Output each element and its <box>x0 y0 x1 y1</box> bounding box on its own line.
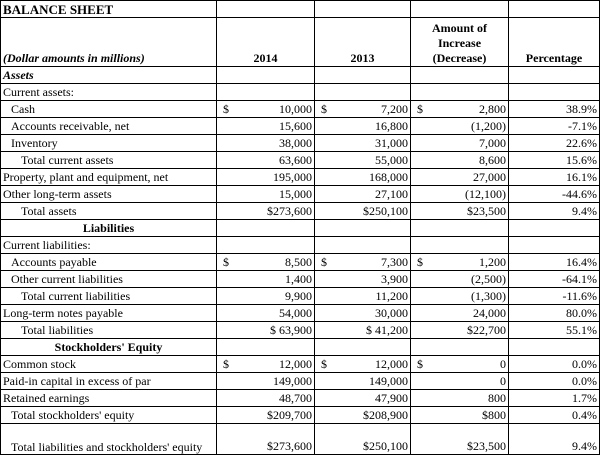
amounts-note: (Dollar amounts in millions) <box>1 18 217 67</box>
liabilities-heading <box>1 220 600 237</box>
value-change-value: 0 <box>500 356 506 371</box>
table-row <box>1 407 600 424</box>
assets-heading-label: Assets <box>1 67 217 84</box>
value-2013 <box>315 356 411 373</box>
value-percentage: 9.4% <box>509 203 600 220</box>
value-2014-wrap <box>219 102 312 117</box>
value-2014-value: 10,000 <box>279 101 312 116</box>
column-header-change <box>411 18 509 67</box>
value-2013-value: 7,300 <box>381 254 408 269</box>
grand-total-pct: 9.4% <box>509 424 600 455</box>
table-row <box>1 186 600 203</box>
value-2013: 16,800 <box>315 118 411 135</box>
row-label: Total assets <box>1 203 217 220</box>
value-2013: 47,900 <box>315 390 411 407</box>
value-2014-value: 8,500 <box>285 254 312 269</box>
value-2013: 30,000 <box>315 305 411 322</box>
value-2014: 15,600 <box>217 118 315 135</box>
value-change: $22,700 <box>411 322 509 339</box>
value-percentage: 1.7% <box>509 390 600 407</box>
row-label: Total stockholders' equity <box>1 407 217 424</box>
value-change-currency: $ <box>417 101 423 116</box>
value-2014: 9,900 <box>217 288 315 305</box>
table-row <box>1 373 600 390</box>
table-row <box>1 169 600 186</box>
table-row <box>1 390 600 407</box>
value-2014: 195,000 <box>217 169 315 186</box>
value-percentage: 0.0% <box>509 373 600 390</box>
column-header-2013: 2013 <box>315 18 411 67</box>
change-header-line3: (Decrease) <box>432 51 487 65</box>
value-percentage: 16.1% <box>509 169 600 186</box>
assets-heading <box>1 67 600 84</box>
value-2014: 48,700 <box>217 390 315 407</box>
table-row <box>1 288 600 305</box>
column-header-2014: 2014 <box>217 18 315 67</box>
value-2013-currency: $ <box>321 356 327 371</box>
value-change-currency: $ <box>417 356 423 371</box>
value-change: $800 <box>411 407 509 424</box>
value-2013-currency: $ <box>321 254 327 269</box>
value-2013: $250,100 <box>315 203 411 220</box>
value-percentage: -11.6% <box>509 288 600 305</box>
equity-heading-label: Stockholders' Equity <box>1 339 217 356</box>
sheet-title: BALANCE SHEET <box>1 1 217 18</box>
value-2013: 31,000 <box>315 135 411 152</box>
value-change: 24,000 <box>411 305 509 322</box>
table-row <box>1 254 600 271</box>
value-2014 <box>217 254 315 271</box>
table-row <box>1 356 600 373</box>
row-label: Cash <box>1 101 217 118</box>
row-label: Accounts receivable, net <box>1 118 217 135</box>
value-2013: 55,000 <box>315 152 411 169</box>
table-row <box>1 152 600 169</box>
value-change: (12,100) <box>411 186 509 203</box>
value-percentage: -7.1% <box>509 118 600 135</box>
value-2013: 11,200 <box>315 288 411 305</box>
value-change-wrap <box>413 255 506 270</box>
value-percentage: 80.0% <box>509 305 600 322</box>
value-percentage: -64.1% <box>509 271 600 288</box>
value-2013-wrap <box>317 102 408 117</box>
value-2014-wrap <box>219 357 312 372</box>
table-row <box>1 322 600 339</box>
value-percentage: -44.6% <box>509 186 600 203</box>
value-change <box>411 254 509 271</box>
value-2014: 38,000 <box>217 135 315 152</box>
value-change-wrap <box>413 102 506 117</box>
current-assets-heading-label: Current assets: <box>1 84 217 101</box>
value-2013-wrap <box>317 255 408 270</box>
value-2014-value: 12,000 <box>279 356 312 371</box>
value-2013-value: 12,000 <box>375 356 408 371</box>
grand-total-row <box>1 424 600 455</box>
value-change: 27,000 <box>411 169 509 186</box>
value-change: 8,600 <box>411 152 509 169</box>
liabilities-heading-label: Liabilities <box>1 220 217 237</box>
value-2014: 15,000 <box>217 186 315 203</box>
value-percentage: 55.1% <box>509 322 600 339</box>
value-2014 <box>217 101 315 118</box>
value-change: (1,300) <box>411 288 509 305</box>
grand-total-y2014: $273,600 <box>217 424 315 455</box>
value-change: (1,200) <box>411 118 509 135</box>
value-2013: 27,100 <box>315 186 411 203</box>
value-change: (2,500) <box>411 271 509 288</box>
value-2014 <box>217 356 315 373</box>
row-label: Accounts payable <box>1 254 217 271</box>
value-2013: $208,900 <box>315 407 411 424</box>
table-row <box>1 118 600 135</box>
value-change: 0 <box>411 373 509 390</box>
value-percentage: 16.4% <box>509 254 600 271</box>
value-percentage: 0.4% <box>509 407 600 424</box>
row-label: Retained earnings <box>1 390 217 407</box>
value-2013: 149,000 <box>315 373 411 390</box>
value-2013-value: 7,200 <box>381 101 408 116</box>
row-label: Inventory <box>1 135 217 152</box>
value-2014: $209,700 <box>217 407 315 424</box>
value-2014: $ 63,900 <box>217 322 315 339</box>
value-change-wrap <box>413 357 506 372</box>
grand-total-y2013: $250,100 <box>315 424 411 455</box>
value-change <box>411 101 509 118</box>
table-row <box>1 101 600 118</box>
value-change-currency: $ <box>417 254 423 269</box>
value-2013 <box>315 101 411 118</box>
value-2014-wrap <box>219 255 312 270</box>
row-label: Long-term notes payable <box>1 305 217 322</box>
value-change-value: 1,200 <box>479 254 506 269</box>
current-assets-heading <box>1 84 600 101</box>
row-label: Common stock <box>1 356 217 373</box>
value-2013: 3,900 <box>315 271 411 288</box>
value-2013-wrap <box>317 357 408 372</box>
value-2014: 63,600 <box>217 152 315 169</box>
column-header-row <box>1 18 600 67</box>
table-row <box>1 135 600 152</box>
value-change <box>411 356 509 373</box>
value-2014: 149,000 <box>217 373 315 390</box>
change-header-line1: Amount of <box>431 21 487 35</box>
table-row <box>1 271 600 288</box>
value-2013 <box>315 254 411 271</box>
value-2014: $273,600 <box>217 203 315 220</box>
value-2014: 1,400 <box>217 271 315 288</box>
value-2014-currency: $ <box>223 254 229 269</box>
row-label: Total current liabilities <box>1 288 217 305</box>
current-liabilities-heading <box>1 237 600 254</box>
table-row <box>1 305 600 322</box>
value-change: 800 <box>411 390 509 407</box>
grand-total-label: Total liabilities and stockholders' equity <box>1 424 217 455</box>
current-liabilities-heading-label: Current liabilities: <box>1 237 217 254</box>
value-change-value: 2,800 <box>479 101 506 116</box>
value-percentage: 22.6% <box>509 135 600 152</box>
value-2013: $ 41,200 <box>315 322 411 339</box>
row-label: Property, plant and equipment, net <box>1 169 217 186</box>
title-row <box>1 1 600 18</box>
equity-heading <box>1 339 600 356</box>
row-label: Other long-term assets <box>1 186 217 203</box>
change-header-line2: Increase <box>437 36 482 50</box>
value-2014: 54,000 <box>217 305 315 322</box>
value-percentage: 38.9% <box>509 101 600 118</box>
value-2014-currency: $ <box>223 356 229 371</box>
value-percentage: 15.6% <box>509 152 600 169</box>
row-label: Paid-in capital in excess of par <box>1 373 217 390</box>
table-row <box>1 203 600 220</box>
row-label: Total liabilities <box>1 322 217 339</box>
value-2013: 168,000 <box>315 169 411 186</box>
value-2014-currency: $ <box>223 101 229 116</box>
row-label: Other current liabilities <box>1 271 217 288</box>
value-change: $23,500 <box>411 203 509 220</box>
value-change: 7,000 <box>411 135 509 152</box>
column-header-percentage: Percentage <box>509 18 600 67</box>
value-2013-currency: $ <box>321 101 327 116</box>
row-label: Total current assets <box>1 152 217 169</box>
value-percentage: 0.0% <box>509 356 600 373</box>
grand-total-change: $23,500 <box>411 424 509 455</box>
